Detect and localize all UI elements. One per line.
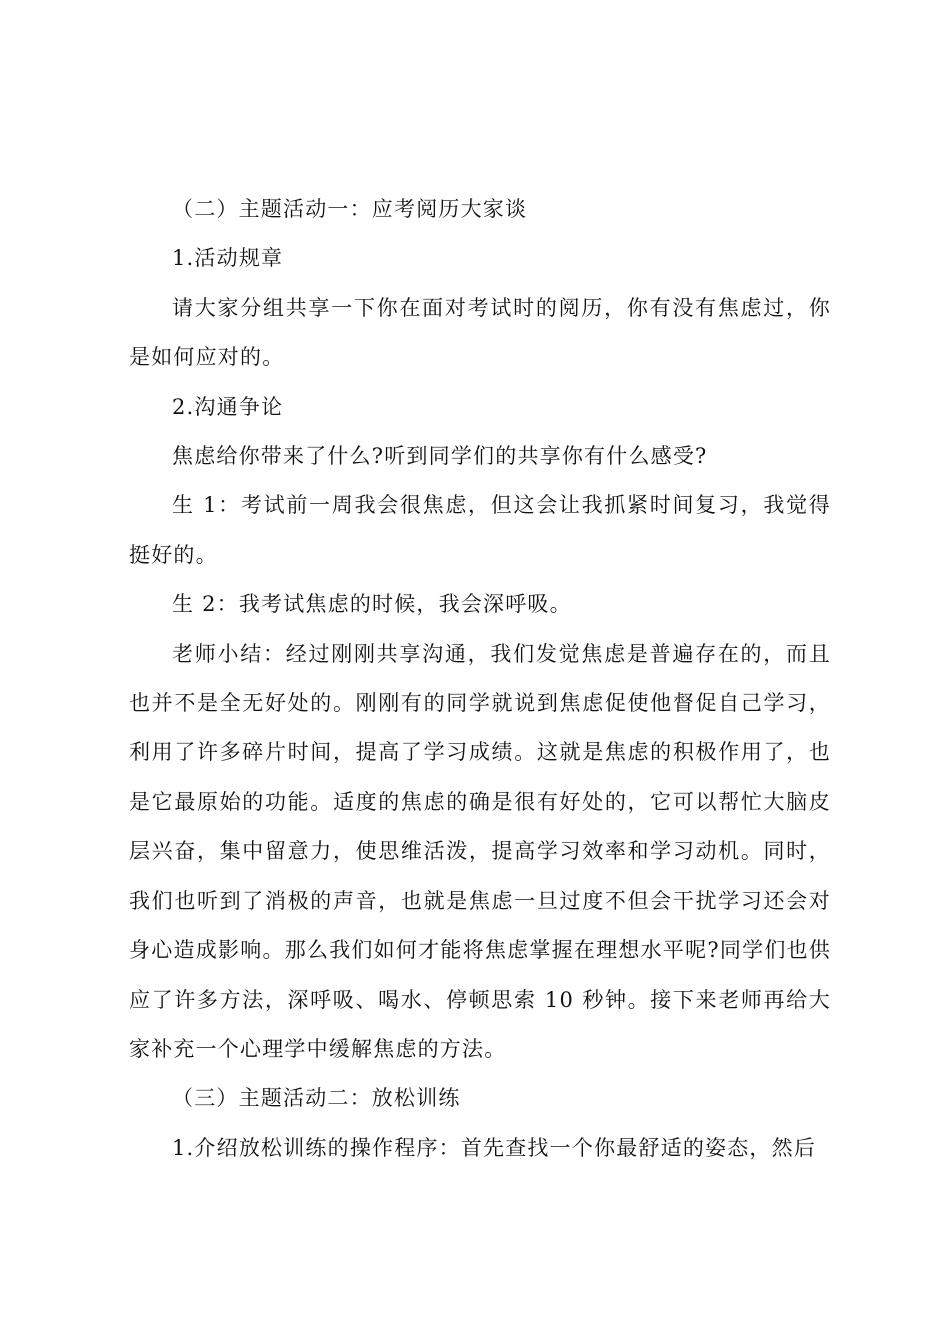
document-body xyxy=(129,185,831,1173)
subheading-discussion: 2.沟通争论 xyxy=(172,394,284,419)
paragraph-student-1: 生 1：考试前一周我会很焦虑，但这会让我抓紧时间复习，我觉得挺好的。 xyxy=(129,493,831,567)
paragraph-relaxation-intro: 1.介绍放松训练的操作程序：首先查找一个你最舒适的姿态，然后 xyxy=(172,1135,817,1160)
section-heading-activity-two: （三）主题活动二：放松训练 xyxy=(172,1086,461,1111)
paragraph-share-experience: 请大家分组共享一下你在面对考试时的阅历，你有没有焦虑过，你是如何应对的。 xyxy=(129,295,831,370)
paragraph-question: 焦虑给你带来了什么?听到同学们的共享你有什么感受? xyxy=(172,444,708,469)
subheading-rules: 1.活动规章 xyxy=(172,246,284,271)
paragraph-teacher-summary: 老师小结：经过刚刚共享沟通，我们发觉焦虑是普遍存在的，而且也并不是全无好处的。刚刚有的同学就说到焦虑促使他督促自己学习，利用了许多碎片时间，提高了学习成绩。这就是焦虑的积极作用了，也是它最原始的功能。适度的焦虑的确是很有好处的，它可以帮忙大脑皮层兴奋，集中留意力，使思维活泼，提高学习效率和学习动机。同时，我们也听到了消极的声音，也就是焦虑一旦过度不但会干扰学习还会对身心造成影响。那么我们如何才能将焦虑掌握在理想水平呢?同学们也供应了许多方法，深呼吸、喝水、停顿思索 10 秒钟。接下来老师再给大家补充一个心理学中缓解焦虑的方法。 xyxy=(129,641,831,1061)
paragraph-student-2: 生 2：我考试焦虑的时候，我会深呼吸。 xyxy=(172,592,572,617)
section-heading-activity-one: （二）主题活动一：应考阅历大家谈 xyxy=(172,197,528,221)
